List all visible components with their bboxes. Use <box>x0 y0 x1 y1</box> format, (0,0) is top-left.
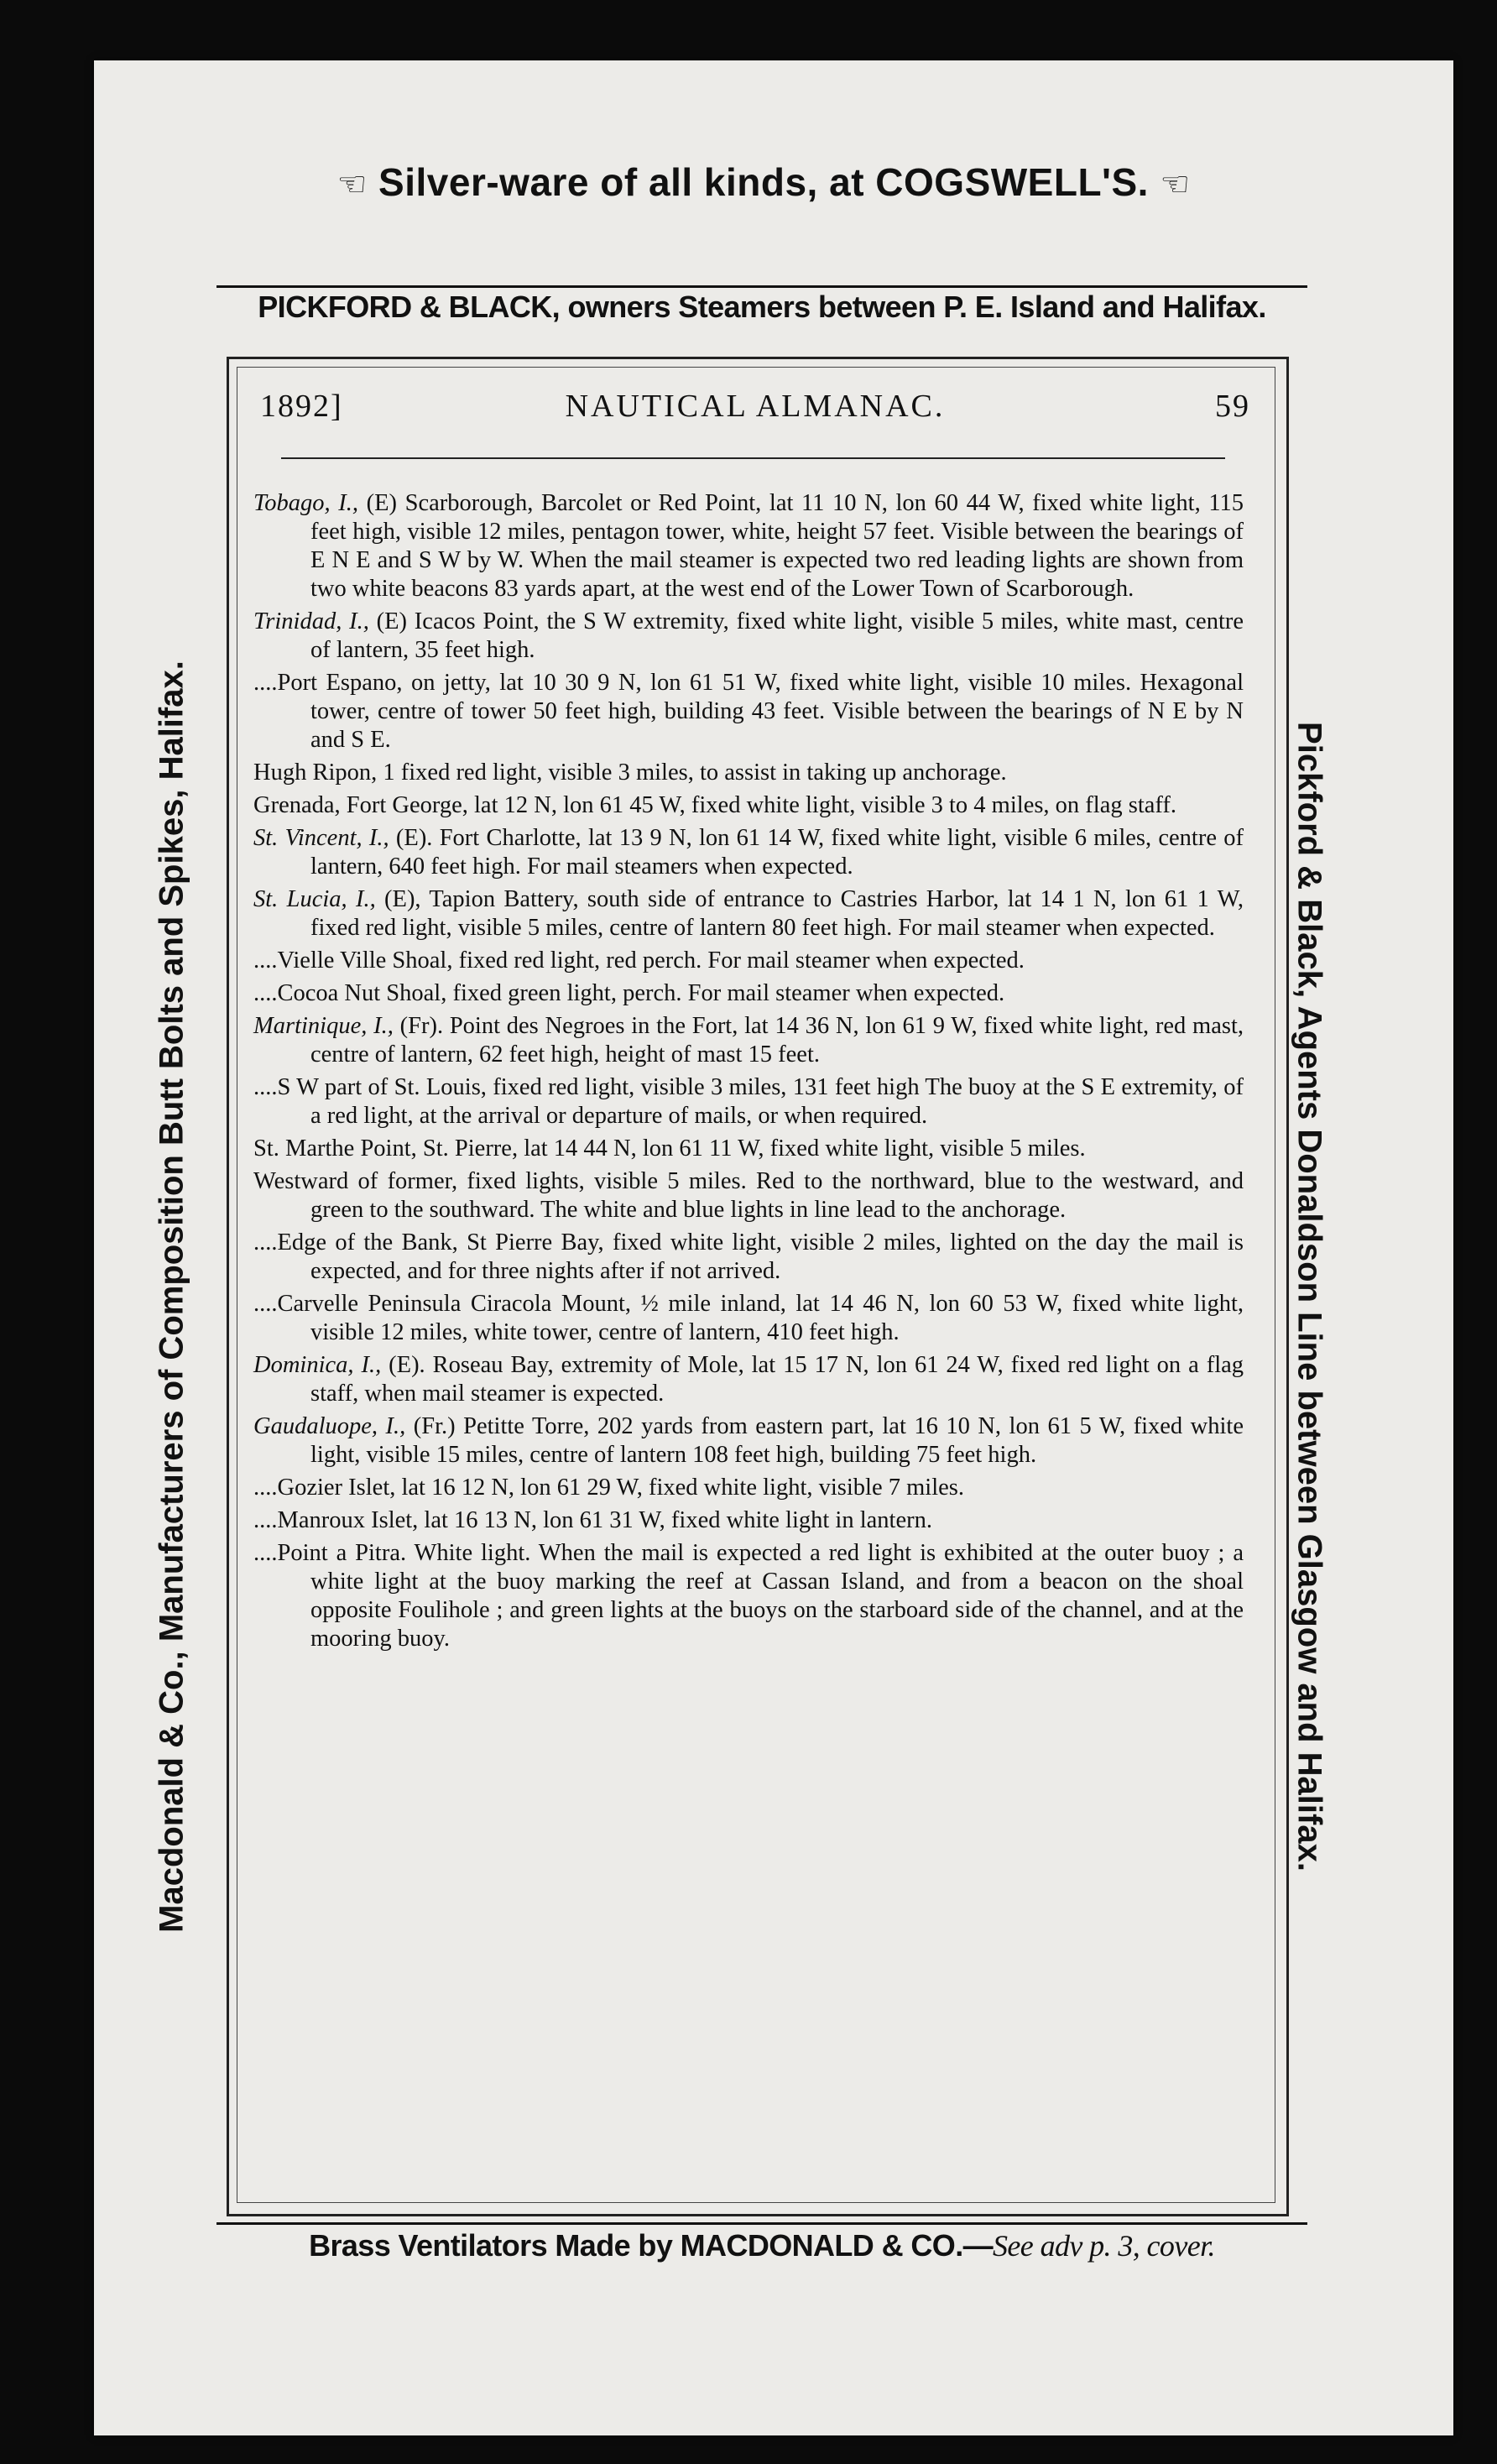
entry-description: ....S W part of St. Louis, fixed red light, visible 3 miles, 131 feet high The buoy at the S E extremity, of a red light, at the arrival or departure of mails, or when required. <box>253 1074 1244 1129</box>
pointing-hand-icon: ☜ <box>1160 166 1191 203</box>
entry-description: (E). Roseau Bay, extremity of Mole, lat 15 17 N, lon 61 24 W, fixed red light on a flag staff, when mail steamer is expected. <box>310 1352 1244 1407</box>
entry-description: Westward of former, fixed lights, visible 5 miles. Red to the northward, blue to the westward, and green to the southward. The white and blue lights in line lead to the anchorage. <box>253 1168 1244 1223</box>
entry-description: (Fr.) Petitte Torre, 202 yards from eastern part, lat 16 10 N, lon 61 5 W, fixed white light, visible 15 miles, centre of lantern 108 feet high, building 75 feet high. <box>310 1413 1244 1468</box>
lighthouse-entry <box>253 759 1244 787</box>
entry-description: Hugh Ripon, 1 fixed red light, visible 3 miles, to assist in taking up anchorage. <box>253 760 1007 786</box>
side-advert-right: Pickford & Black, Agents Donaldson Line between Glasgow and Halifax. <box>1291 722 1328 1871</box>
entry-place-name: Dominica, I., <box>253 1352 382 1378</box>
advert-footer-main: Brass Ventilators Made by MACDONALD & CO.— <box>309 2228 994 2263</box>
lighthouse-entry <box>253 1229 1244 1286</box>
entry-description: ....Carvelle Peninsula Ciracola Mount, ½ mile inland, lat 14 46 N, lon 60 53 W, fixed white light, visible 12 miles, white tower, centre of lantern, 410 feet high. <box>253 1291 1244 1345</box>
entry-place-name: St. Vincent, I., <box>253 825 389 851</box>
lighthouse-entry <box>253 791 1244 820</box>
lighthouse-entry <box>253 1073 1244 1130</box>
lighthouse-entry <box>253 1412 1244 1470</box>
footer-rule <box>216 2222 1307 2225</box>
running-head-title: NAUTICAL ALMANAC. <box>565 389 946 424</box>
lighthouse-entry <box>253 1012 1244 1069</box>
entry-place-name: Martinique, I., <box>253 1013 394 1039</box>
lighthouse-entry <box>253 1539 1244 1653</box>
lighthouse-entry <box>253 608 1244 665</box>
lighthouse-entries <box>253 489 1244 1657</box>
running-head-rule <box>281 457 1225 459</box>
entry-description: (E), Tapion Battery, south side of entrance to Castries Harbor, lat 14 1 N, lon 61 1 W, fixed red light, visible 5 miles, centre of lantern 80 feet high. For mail steamer when expected. <box>310 886 1244 941</box>
entry-description: ....Manroux Islet, lat 16 13 N, lon 61 31 W, fixed white light in lantern. <box>253 1507 932 1533</box>
lighthouse-entry <box>253 979 1244 1008</box>
entry-place-name: Tobago, I., <box>253 490 358 516</box>
lighthouse-entry <box>253 489 1244 603</box>
advert-cogswell <box>252 159 1275 205</box>
entry-description: (E) Icacos Point, the S W extremity, fixed white light, visible 5 miles, white mast, centre of lantern, 35 feet high. <box>310 608 1244 663</box>
entry-description: (E). Fort Charlotte, lat 13 9 N, lon 61 14 W, fixed white light, visible 6 miles, centre of lantern, 640 feet high. For mail steamers when expected. <box>310 825 1244 880</box>
lighthouse-entry <box>253 1474 1244 1502</box>
entry-description: ....Cocoa Nut Shoal, fixed green light, perch. For mail steamer when expected. <box>253 980 1005 1006</box>
lighthouse-entry <box>253 1167 1244 1224</box>
lighthouse-entry <box>253 1506 1244 1535</box>
advert-footer <box>216 2228 1307 2263</box>
lighthouse-entry <box>253 669 1244 754</box>
entry-description: (E) Scarborough, Barcolet or Red Point, lat 11 10 N, lon 60 44 W, fixed white light, 115 feet high, visible 12 miles, pentagon tower, white, height 57 feet. Visible between the bearings of E N E and S W by W. When the mail steamer is expected two red leading lights are shown from two white beacons 83 yards apart, at the west end of the Lower Town of Scarborough. <box>310 490 1244 602</box>
pointing-hand-icon: ☞ <box>336 166 368 203</box>
lighthouse-entry <box>253 947 1244 975</box>
lighthouse-entry <box>253 885 1244 942</box>
entry-description: ....Edge of the Bank, St Pierre Bay, fixed white light, visible 2 miles, lighted on the day the mail is expected, and for three nights after if not arrived. <box>253 1229 1244 1284</box>
entry-place-name: St. Lucia, I., <box>253 886 376 912</box>
lighthouse-entry <box>253 1351 1244 1408</box>
entry-place-name: Gaudaluope, I., <box>253 1413 406 1439</box>
page-number: 59 <box>1215 389 1250 424</box>
advert-pickford: PICKFORD & BLACK, owners Steamers between P. E. Island and Halifax. <box>258 290 1266 324</box>
entry-description: St. Marthe Point, St. Pierre, lat 14 44 N, lon 61 11 W, fixed white light, visible 5 miles. <box>253 1135 1086 1162</box>
entry-description: ....Port Espano, on jetty, lat 10 30 9 N, lon 61 51 W, fixed white light, visible 10 miles. Hexagonal tower, centre of tower 50 feet high, building 43 feet. Visible between the bearings of N E by N and S E. <box>253 670 1244 753</box>
header-rule <box>216 285 1307 288</box>
entry-description: ....Vielle Ville Shoal, fixed red light, red perch. For mail steamer when expected. <box>253 947 1025 974</box>
entry-description: Grenada, Fort George, lat 12 N, lon 61 45 W, fixed white light, visible 3 to 4 miles, on flag staff. <box>253 792 1176 818</box>
advert-footer-see: See adv p. 3, cover. <box>993 2229 1215 2263</box>
entry-place-name: Trinidad, I., <box>253 608 369 634</box>
side-advert-left: Macdonald & Co., Manufacturers of Composition Butt Bolts and Spikes, Halifax. <box>153 660 190 1933</box>
lighthouse-entry <box>253 1290 1244 1347</box>
advert-cogswell-text: Silver-ware of all kinds, at COGSWELL'S. <box>378 160 1149 204</box>
entry-description: ....Point a Pitra. White light. When the mail is expected a red light is exhibited at the outer buoy ; a white light at the buoy marking the reef at Cassan Island, and from a beacon on the shoal opposite Foulihole ; and green lights at the buoys on the starboard side of the channel, and at the mooring buoy. <box>253 1540 1244 1652</box>
lighthouse-entry <box>253 1135 1244 1163</box>
entry-description: ....Gozier Islet, lat 16 12 N, lon 61 29 W, fixed white light, visible 7 miles. <box>253 1475 964 1501</box>
lighthouse-entry <box>253 824 1244 881</box>
entry-description: (Fr). Point des Negroes in the Fort, lat 14 36 N, lon 61 9 W, fixed white light, red mast, centre of lantern, 62 feet high, height of mast 15 feet. <box>310 1013 1244 1068</box>
running-head-year: 1892] <box>260 389 343 424</box>
